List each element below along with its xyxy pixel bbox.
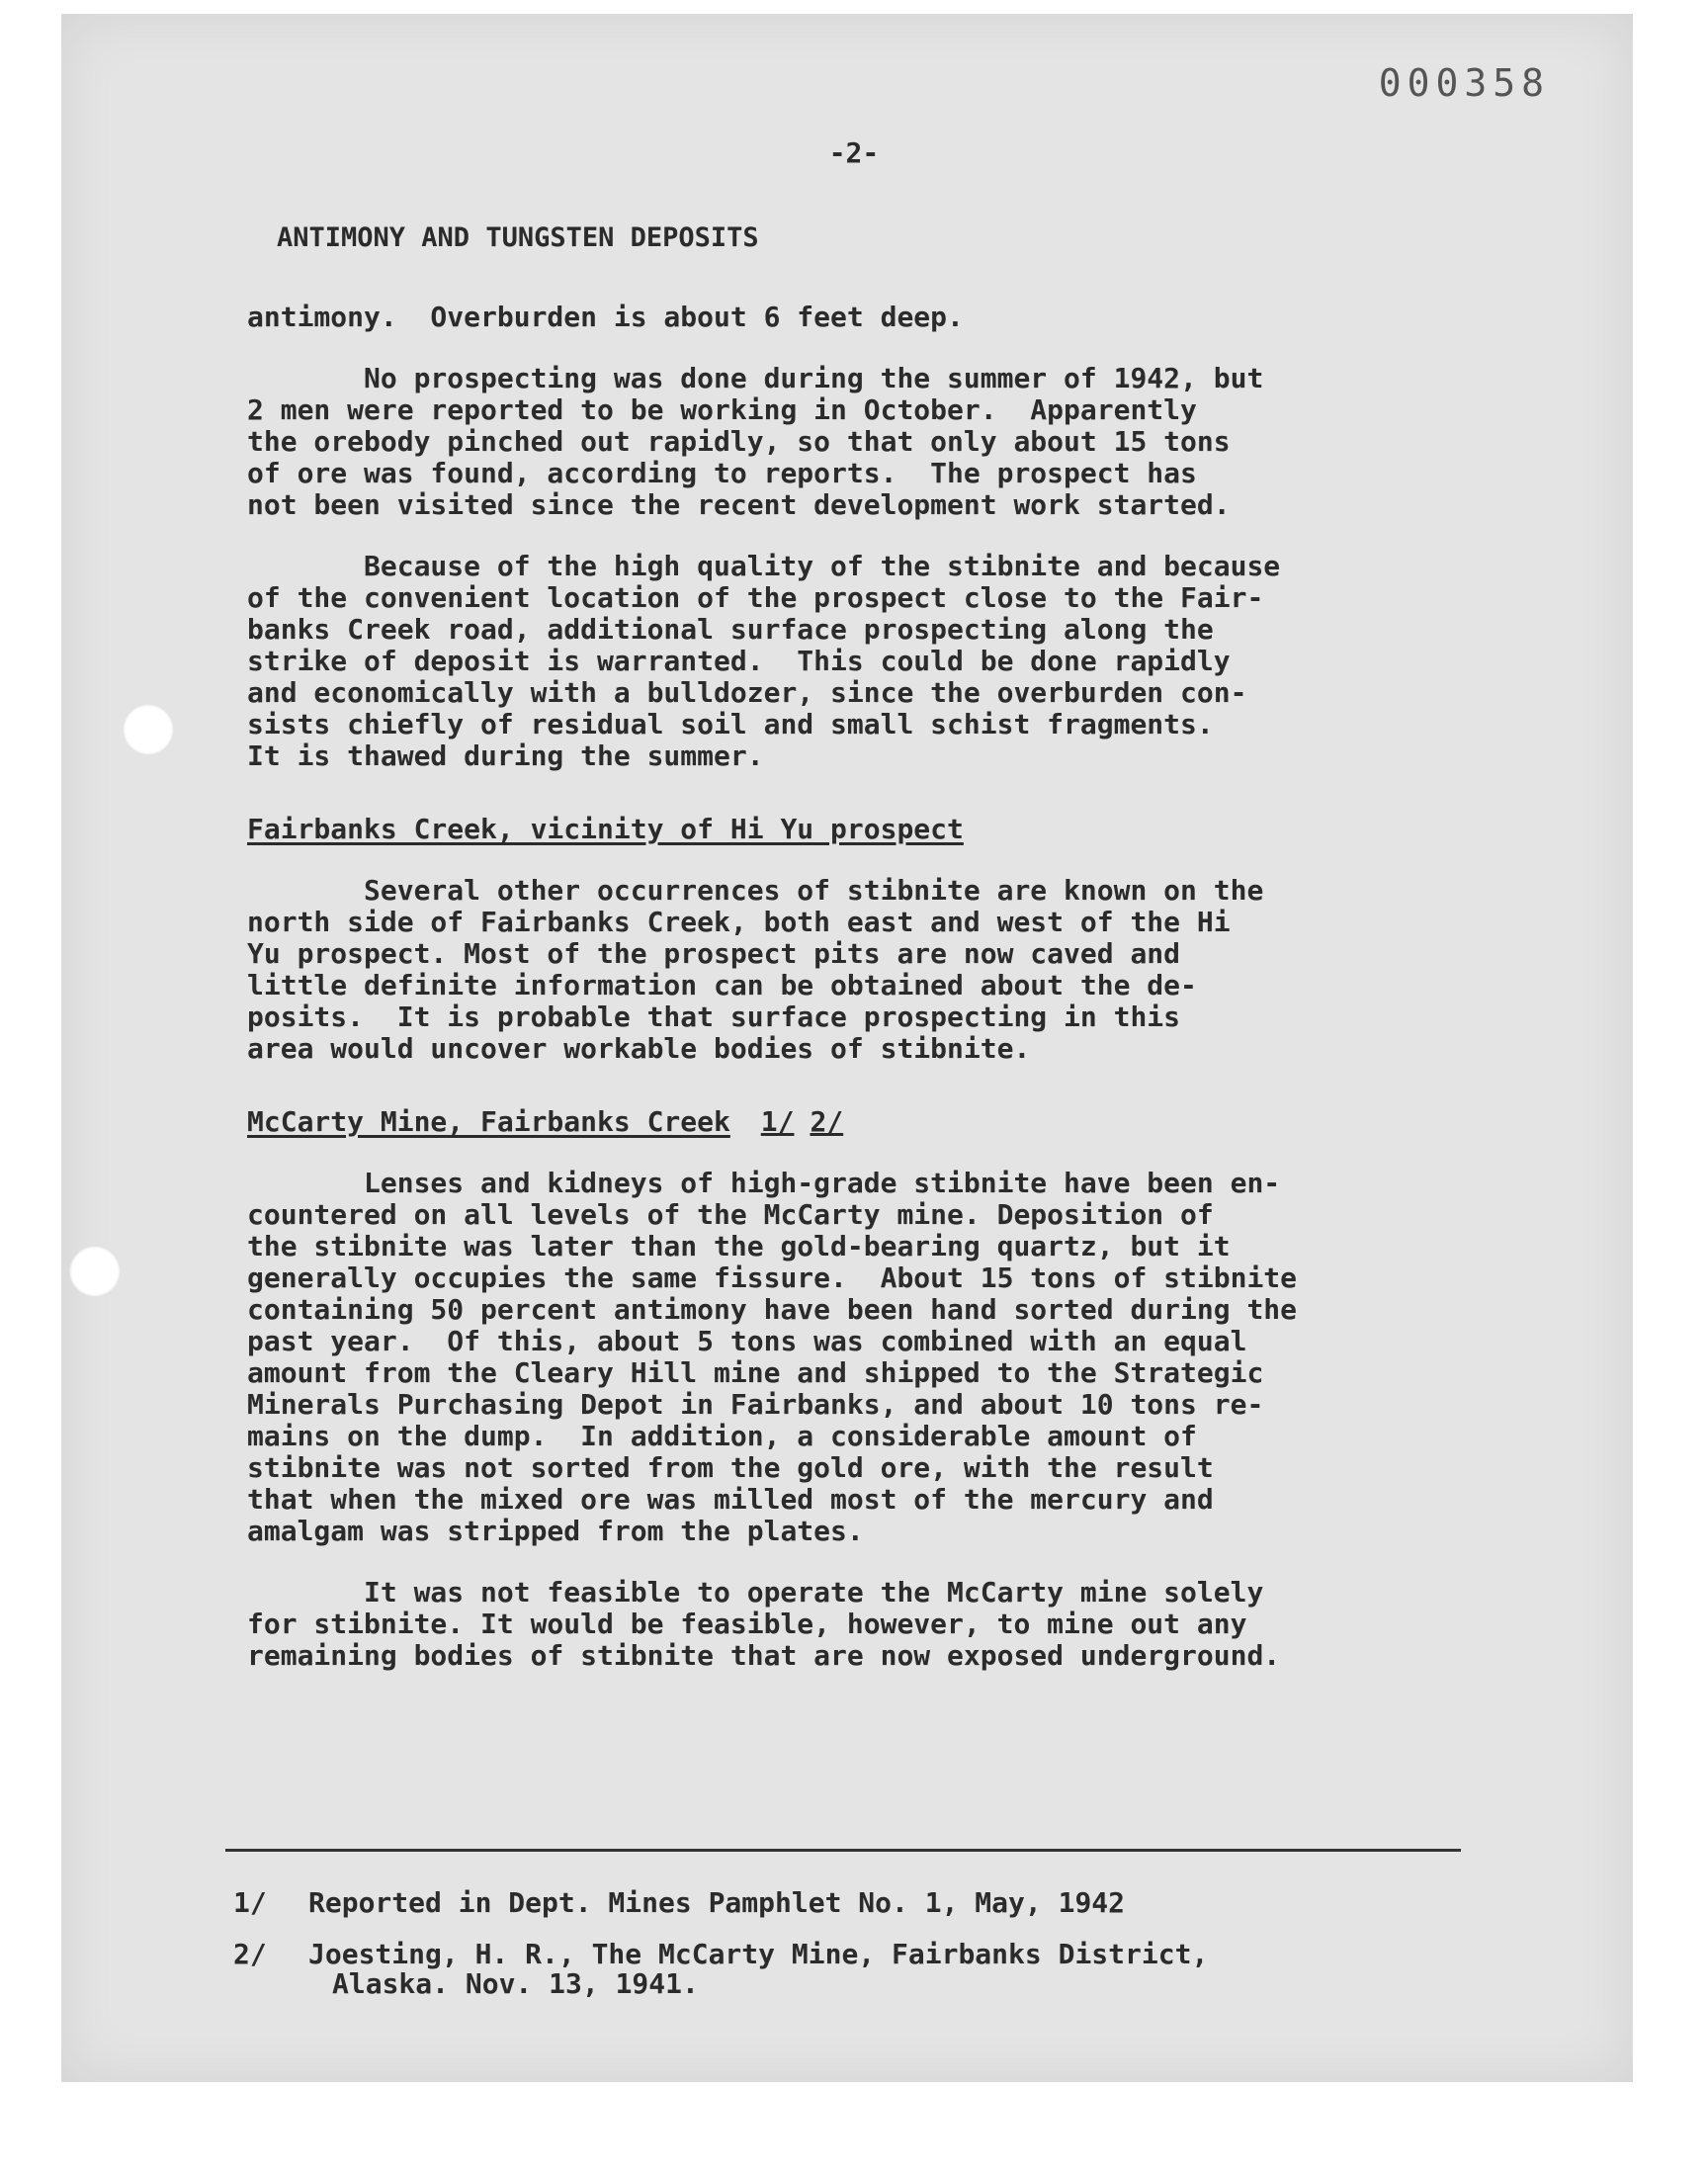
intro-paragraphs	[247, 302, 1453, 772]
mccarty-paragraph-line: amount from the Cleary Hill mine and shipped to the Strategic	[247, 1356, 1264, 1389]
document-number: 000358	[1378, 61, 1550, 105]
footnote-marker: 1/	[233, 1886, 267, 1919]
mccarty-paragraph-line: for stibnite. It would be feasible, however, to mine out any	[247, 1608, 1247, 1640]
intro-paragraph-line: antimony. Overburden is about 6 feet deep.	[247, 301, 964, 333]
footnote	[233, 1888, 1479, 1918]
mccarty-paragraph-line: mains on the dump. In addition, a considerable amount of	[247, 1420, 1197, 1452]
mccarty-paragraph-line: stibnite was not sorted from the gold ore, with the result	[247, 1451, 1214, 1484]
footnote-ref-2: 2/	[810, 1105, 844, 1138]
footnote	[233, 1940, 1479, 1999]
section-paragraph-mccarty-2	[247, 1577, 1453, 1672]
intro-paragraph-line: of ore was found, according to reports. The prospect has	[247, 457, 1197, 489]
mccarty-paragraph-line: amalgam was stripped from the plates.	[247, 1515, 864, 1547]
intro-paragraph-line: 2 men were reported to be working in October. Apparently	[247, 393, 1197, 426]
footnote-text	[308, 1940, 1208, 1999]
mccarty-paragraph-line: that when the mixed ore was milled most of the mercury and	[247, 1483, 1214, 1516]
section-paragraph-mccarty-1	[247, 1168, 1453, 1547]
intro-paragraph-line: and economically with a bulldozer, since the overburden con-	[247, 676, 1247, 709]
hi-yu-paragraph-line: north side of Fairbanks Creek, both east and west of the Hi	[247, 906, 1231, 938]
section-paragraph-hi-yu	[247, 875, 1453, 1065]
punch-hole-top	[123, 704, 174, 755]
mccarty-paragraph-line: Lenses and kidneys of high-grade stibnite have been en-	[364, 1167, 1281, 1199]
footnote-divider	[225, 1849, 1461, 1852]
page-number: -2-	[828, 136, 880, 169]
mccarty-paragraph-line: remaining bodies of stibnite that are now exposed underground.	[247, 1639, 1281, 1672]
footnotes	[233, 1888, 1479, 2021]
intro-paragraph-line: Because of the high quality of the stibnite and because	[364, 550, 1281, 582]
intro-paragraph-line: No prospecting was done during the summer of 1942, but	[364, 362, 1264, 394]
mccarty-paragraph-line: It was not feasible to operate the McCarty mine solely	[364, 1576, 1264, 1609]
section-heading-hi-yu	[247, 814, 1453, 845]
mccarty-paragraph-line: the stibnite was later than the gold-bearing quartz, but it	[247, 1230, 1231, 1262]
intro-paragraph-line: the orebody pinched out rapidly, so that only about 15 tons	[247, 425, 1231, 458]
mccarty-paragraph-line: containing 50 percent antimony have been hand sorted during the	[247, 1293, 1298, 1326]
footnote-line: Alaska. Nov. 13, 1941.	[332, 1967, 699, 2000]
section-heading-mccarty	[247, 1106, 1453, 1138]
intro-paragraph	[247, 551, 1453, 772]
footnote-marker: 2/	[233, 1938, 267, 1970]
footnote-line: Joesting, H. R., The McCarty Mine, Fairbanks District,	[308, 1938, 1209, 1970]
intro-paragraph	[247, 302, 1453, 333]
page-title: ANTIMONY AND TUNGSTEN DEPOSITS	[277, 222, 759, 253]
hi-yu-paragraph-line: little definite information can be obtained about the de-	[247, 969, 1197, 1001]
intro-paragraph-line: It is thawed during the summer.	[247, 740, 764, 772]
hi-yu-paragraph-line: Several other occurrences of stibnite are known on the	[364, 874, 1264, 907]
hi-yu-paragraph-line: area would uncover workable bodies of stibnite.	[247, 1032, 1031, 1065]
intro-paragraph	[247, 363, 1453, 521]
footnote-text	[308, 1888, 1125, 1918]
document-body	[247, 222, 1453, 1701]
punch-hole-bottom	[69, 1246, 121, 1297]
intro-paragraph-line: banks Creek road, additional surface prospecting along the	[247, 613, 1214, 646]
hi-yu-paragraph-line: Yu prospect. Most of the prospect pits are now caved and	[247, 937, 1181, 970]
intro-paragraph-line: strike of deposit is warranted. This could be done rapidly	[247, 645, 1231, 677]
mccarty-paragraph-line: generally occupies the same fissure. About 15 tons of stibnite	[247, 1262, 1298, 1294]
mccarty-paragraph-line: past year. Of this, about 5 tons was combined with an equal	[247, 1325, 1247, 1357]
intro-paragraph-line: sists chiefly of residual soil and small schist fragments.	[247, 708, 1214, 740]
section-title-hi-yu: Fairbanks Creek, vicinity of Hi Yu prospect	[247, 813, 964, 845]
intro-paragraph-line: of the convenient location of the prospect close to the Fair-	[247, 581, 1264, 614]
footnote-ref-1: 1/	[760, 1105, 795, 1138]
mccarty-paragraph-line: Minerals Purchasing Depot in Fairbanks, and about 10 tons re-	[247, 1388, 1264, 1421]
section-title-mccarty: McCarty Mine, Fairbanks Creek	[247, 1105, 730, 1138]
footnote-refs	[761, 1106, 859, 1138]
mccarty-paragraph-line: countered on all levels of the McCarty mine. Deposition of	[247, 1198, 1214, 1231]
footnote-line: Reported in Dept. Mines Pamphlet No. 1, May, 1942	[308, 1886, 1126, 1919]
hi-yu-paragraph-line: posits. It is probable that surface prospecting in this	[247, 1000, 1181, 1033]
intro-paragraph-line: not been visited since the recent development work started.	[247, 488, 1231, 521]
